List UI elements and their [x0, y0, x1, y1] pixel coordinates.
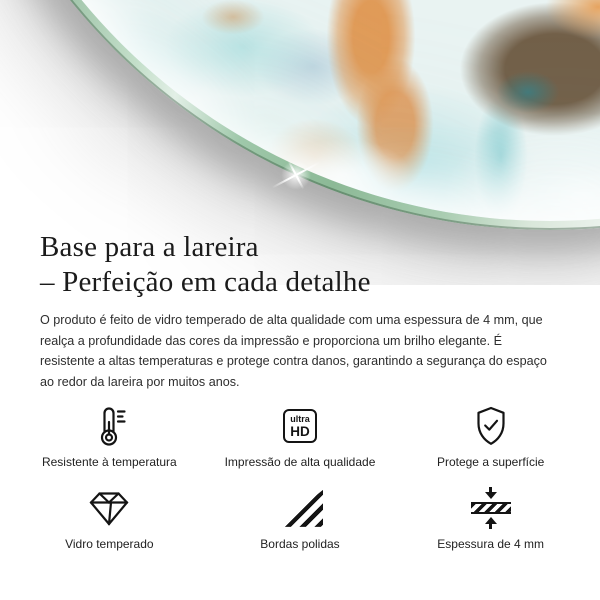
- feature-label: Vidro temperado: [65, 537, 154, 552]
- feature-grid: [14, 404, 586, 551]
- polished-edges-icon: [277, 486, 323, 530]
- shield-check-icon: [471, 404, 511, 448]
- feature-polished-edges: [205, 486, 396, 551]
- diamond-icon: [86, 486, 132, 530]
- page-title-line2: – Perfeição em cada detalhe: [40, 266, 371, 298]
- compressed-thickness-icon: [469, 486, 513, 530]
- feature-label: Impressão de alta qualidade: [224, 455, 376, 470]
- ultra-hd-icon: [283, 404, 317, 448]
- ultra-hd-icon-text-top: ultra: [290, 413, 310, 424]
- thermometer-icon: [89, 404, 129, 448]
- product-description: O produto é feito de vidro temperado de alta qualidade com uma espessura de 4 mm, que realça a profundidade das cores da impressão e proporciona um brilho elegante. É resistente a altas temperaturas e protege contra danos, garantindo a segurança do espaço ao redor da lareira por muitos anos.: [40, 313, 547, 389]
- marble-print-artwork: [0, 0, 600, 221]
- ultra-hd-icon-text-bottom: HD: [290, 423, 310, 439]
- feature-temperature-resistant: [14, 404, 205, 469]
- feature-thickness-4mm: [395, 486, 586, 551]
- feature-protects-surface: [395, 404, 586, 469]
- sparkle-glow: [276, 155, 317, 196]
- feature-high-quality-print: [205, 404, 396, 469]
- feature-label: Resistente à temperatura: [41, 455, 177, 470]
- feature-label: Bordas polidas: [260, 537, 340, 552]
- page-title: [40, 230, 560, 300]
- feature-label: Protege a superfície: [436, 455, 545, 470]
- page-title-line1: Base para a lareira: [40, 231, 259, 263]
- glass-panel-edge: [0, 0, 600, 230]
- feature-tempered-glass: [14, 486, 205, 551]
- feature-label: Espessura de 4 mm: [437, 537, 545, 552]
- product-details-section: [0, 230, 600, 551]
